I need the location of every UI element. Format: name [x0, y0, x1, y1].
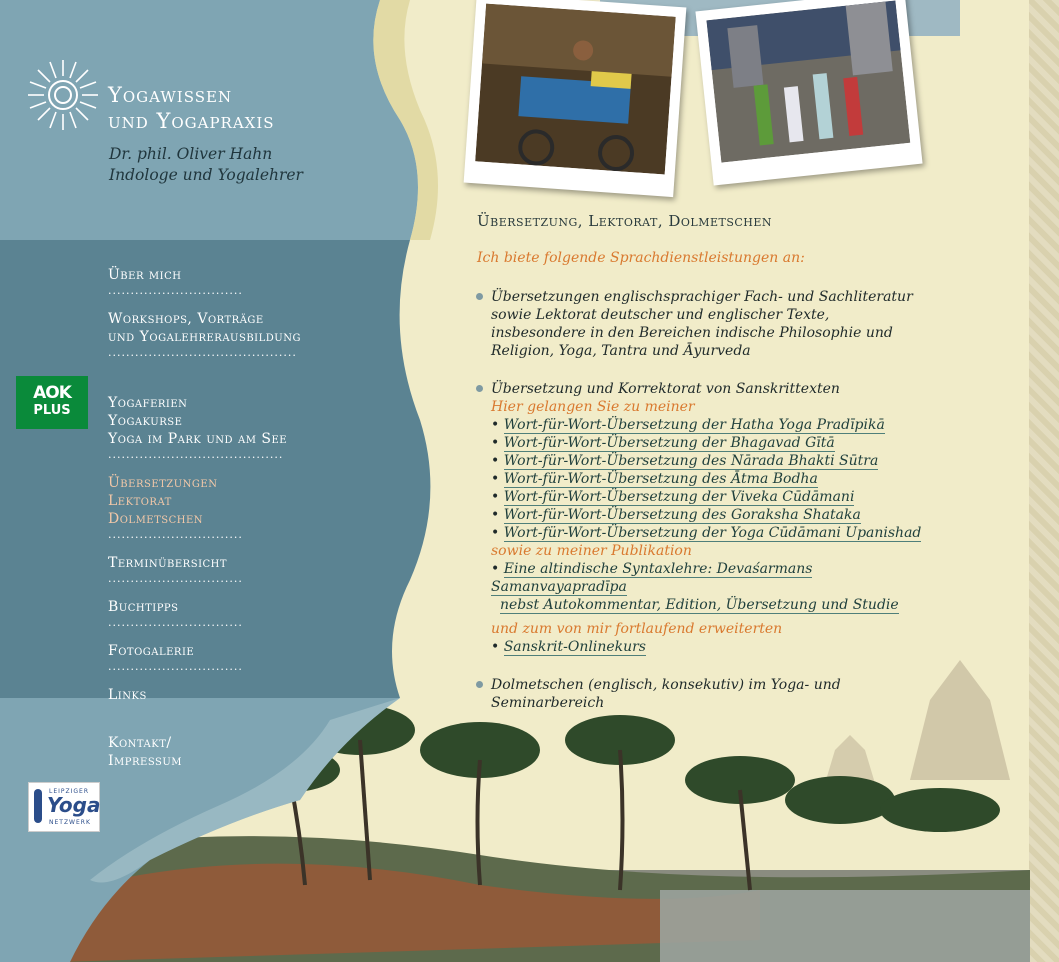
- service1-line2: sowie Lektorat deutscher und englischer Texte,: [491, 307, 830, 323]
- service1-line4: Religion, Yoga, Tantra und Āyurveda: [491, 343, 751, 359]
- main-nav: [108, 266, 348, 770]
- link-line: • Wort-für-Wort-Übersetzung des Goraksha Shataka: [491, 507, 861, 523]
- plus-text: PLUS: [33, 403, 71, 418]
- nav-links[interactable]: Links: [108, 687, 147, 703]
- und-zum-text: und zum von mir fortlaufend erweiterten: [491, 621, 783, 637]
- page-title: Übersetzung, Lektorat, Dolmetschen: [477, 212, 773, 230]
- link-publikation[interactable]: Eine altindische Syntaxlehre: Devaśarmans Samanvayapradīpa: [491, 561, 813, 595]
- nav-divider: ..............................: [108, 662, 243, 672]
- site-subtitle: [109, 144, 303, 186]
- link-bhagavad-gita[interactable]: Wort-für-Wort-Übersetzung der Bhagavad Gītā: [503, 435, 835, 451]
- site-title[interactable]: [108, 82, 275, 134]
- nav-impressum-line: Impressum: [108, 753, 183, 769]
- nav-yoga-im-park[interactable]: Yoga im Park und am See: [108, 431, 288, 447]
- nav-divider: ..............................: [108, 286, 243, 296]
- street-vendor-image: [475, 4, 676, 175]
- aok-text: AOK: [33, 383, 71, 403]
- link-publikation-cont[interactable]: nebst Autokommentar, Edition, Übersetzung und Studie: [500, 597, 899, 613]
- service1-line3: insbesondere in den Bereichen indische Philosophie und: [491, 325, 893, 341]
- link-sanskrit-onlinekurs[interactable]: Sanskrit-Onlinekurs: [503, 639, 646, 655]
- nav-divider: ..............................: [108, 618, 243, 628]
- link-line: • Wort-für-Wort-Übersetzung der Yoga Cūdāmani Upanishad: [491, 525, 922, 541]
- street-scene-image: [706, 0, 910, 162]
- nav-divider: ..............................: [108, 574, 243, 584]
- link-line: • Wort-für-Wort-Übersetzung der Bhagavad Gītā: [491, 435, 835, 451]
- nav-workshops[interactable]: [108, 310, 348, 346]
- nav-workshops-line2: und Yogalehrerausbildung: [108, 329, 301, 345]
- paisley-border: [1029, 0, 1059, 962]
- nav-divider: .......................................: [108, 450, 284, 460]
- aok-plus-badge[interactable]: [16, 376, 88, 429]
- photo-street-vendor[interactable]: [464, 0, 687, 197]
- link-goraksha-shataka[interactable]: Wort-für-Wort-Übersetzung des Goraksha Shataka: [503, 507, 861, 523]
- site-title-line2: und Yogapraxis: [108, 109, 275, 133]
- service2-text: Übersetzung und Korrektorat von Sanskrittexten: [491, 381, 840, 397]
- nav-fotogalerie[interactable]: Fotogalerie: [108, 643, 195, 659]
- link-line: • Eine altindische Syntaxlehre: Devaśarmans Samanvayapradīpa: [491, 561, 813, 595]
- subtitle-profession: Indologe und Yogalehrer: [109, 166, 303, 184]
- badge-yoga: Yoga: [47, 793, 101, 817]
- bullet-icon: [476, 681, 483, 688]
- bullet-icon: [476, 385, 483, 392]
- link-yoga-cudamani-upanishad[interactable]: Wort-für-Wort-Übersetzung der Yoga Cūdāmani Upanishad: [503, 525, 922, 541]
- sowie-publikation-text: sowie zu meiner Publikation: [491, 543, 692, 559]
- service3-text: Dolmetschen (englisch, konsekutiv) im Yoga- und Seminarbereich: [491, 677, 841, 711]
- link-line: • Wort-für-Wort-Übersetzung der Hatha Yoga Pradīpikā: [491, 417, 885, 433]
- nav-workshops-line1: Workshops, Vorträge: [108, 311, 264, 327]
- site-title-line1: Yogawissen: [108, 83, 233, 107]
- link-line: • Wort-für-Wort-Übersetzung des Ātma Bodha: [491, 471, 818, 487]
- nav-kontakt-line1: Kontakt/: [108, 735, 172, 751]
- photo-street-scene[interactable]: [695, 0, 922, 185]
- nav-termine[interactable]: Terminübersicht: [108, 555, 228, 571]
- nav-yogakurse[interactable]: Yogakurse: [108, 413, 183, 429]
- hier-gelangen-text: Hier gelangen Sie zu meiner: [491, 399, 695, 415]
- nav-buchtipps[interactable]: Buchtipps: [108, 599, 179, 615]
- main-content: [476, 212, 926, 732]
- service-sanskrit: [476, 380, 926, 656]
- nav-divider: ..............................: [108, 530, 243, 540]
- service1-line1: Übersetzungen englischsprachiger Fach- und Sachliteratur: [491, 289, 913, 305]
- nav-divider: ..........................................: [108, 348, 297, 358]
- link-line: • Wort-für-Wort-Übersetzung der Viveka Cūdāmani: [491, 489, 855, 505]
- subtitle-name: Dr. phil. Oliver Hahn: [109, 145, 273, 163]
- intro-text: Ich biete folgende Sprachdienstleistungen an:: [477, 250, 805, 266]
- nav-dolmetschen[interactable]: Dolmetschen: [108, 511, 204, 527]
- nav-kontakt[interactable]: [108, 734, 348, 770]
- leipziger-yoga-netzwerk-badge[interactable]: [28, 782, 100, 832]
- nav-ueber-mich[interactable]: Über mich: [108, 267, 182, 283]
- service-interpreting: [476, 676, 926, 712]
- caduceus-icon: [34, 789, 42, 823]
- link-line: • Sanskrit-Onlinekurs: [491, 639, 646, 655]
- link-viveka-cudamani[interactable]: Wort-für-Wort-Übersetzung der Viveka Cūdāmani: [503, 489, 855, 505]
- badge-leipziger: LEIPZIGER: [49, 788, 90, 795]
- link-line: • Wort-für-Wort-Übersetzung des Nārada Bhakti Sūtra: [491, 453, 879, 469]
- nav-uebersetzungen[interactable]: Übersetzungen: [108, 475, 218, 491]
- bullet-icon: [476, 293, 483, 300]
- sun-icon[interactable]: [26, 58, 100, 132]
- link-hatha-yoga-pradipika[interactable]: Wort-für-Wort-Übersetzung der Hatha Yoga Pradīpikā: [503, 417, 885, 433]
- link-narada-bhakti-sutra[interactable]: Wort-für-Wort-Übersetzung des Nārada Bhakti Sūtra: [503, 453, 879, 469]
- nav-yogaferien[interactable]: Yogaferien: [108, 395, 188, 411]
- nav-lektorat[interactable]: Lektorat: [108, 493, 172, 509]
- link-atma-bodha[interactable]: Wort-für-Wort-Übersetzung des Ātma Bodha: [503, 471, 818, 487]
- service-translation: [476, 288, 926, 360]
- link-line: [491, 596, 926, 614]
- badge-netzwerk: NETZWERK: [49, 819, 91, 826]
